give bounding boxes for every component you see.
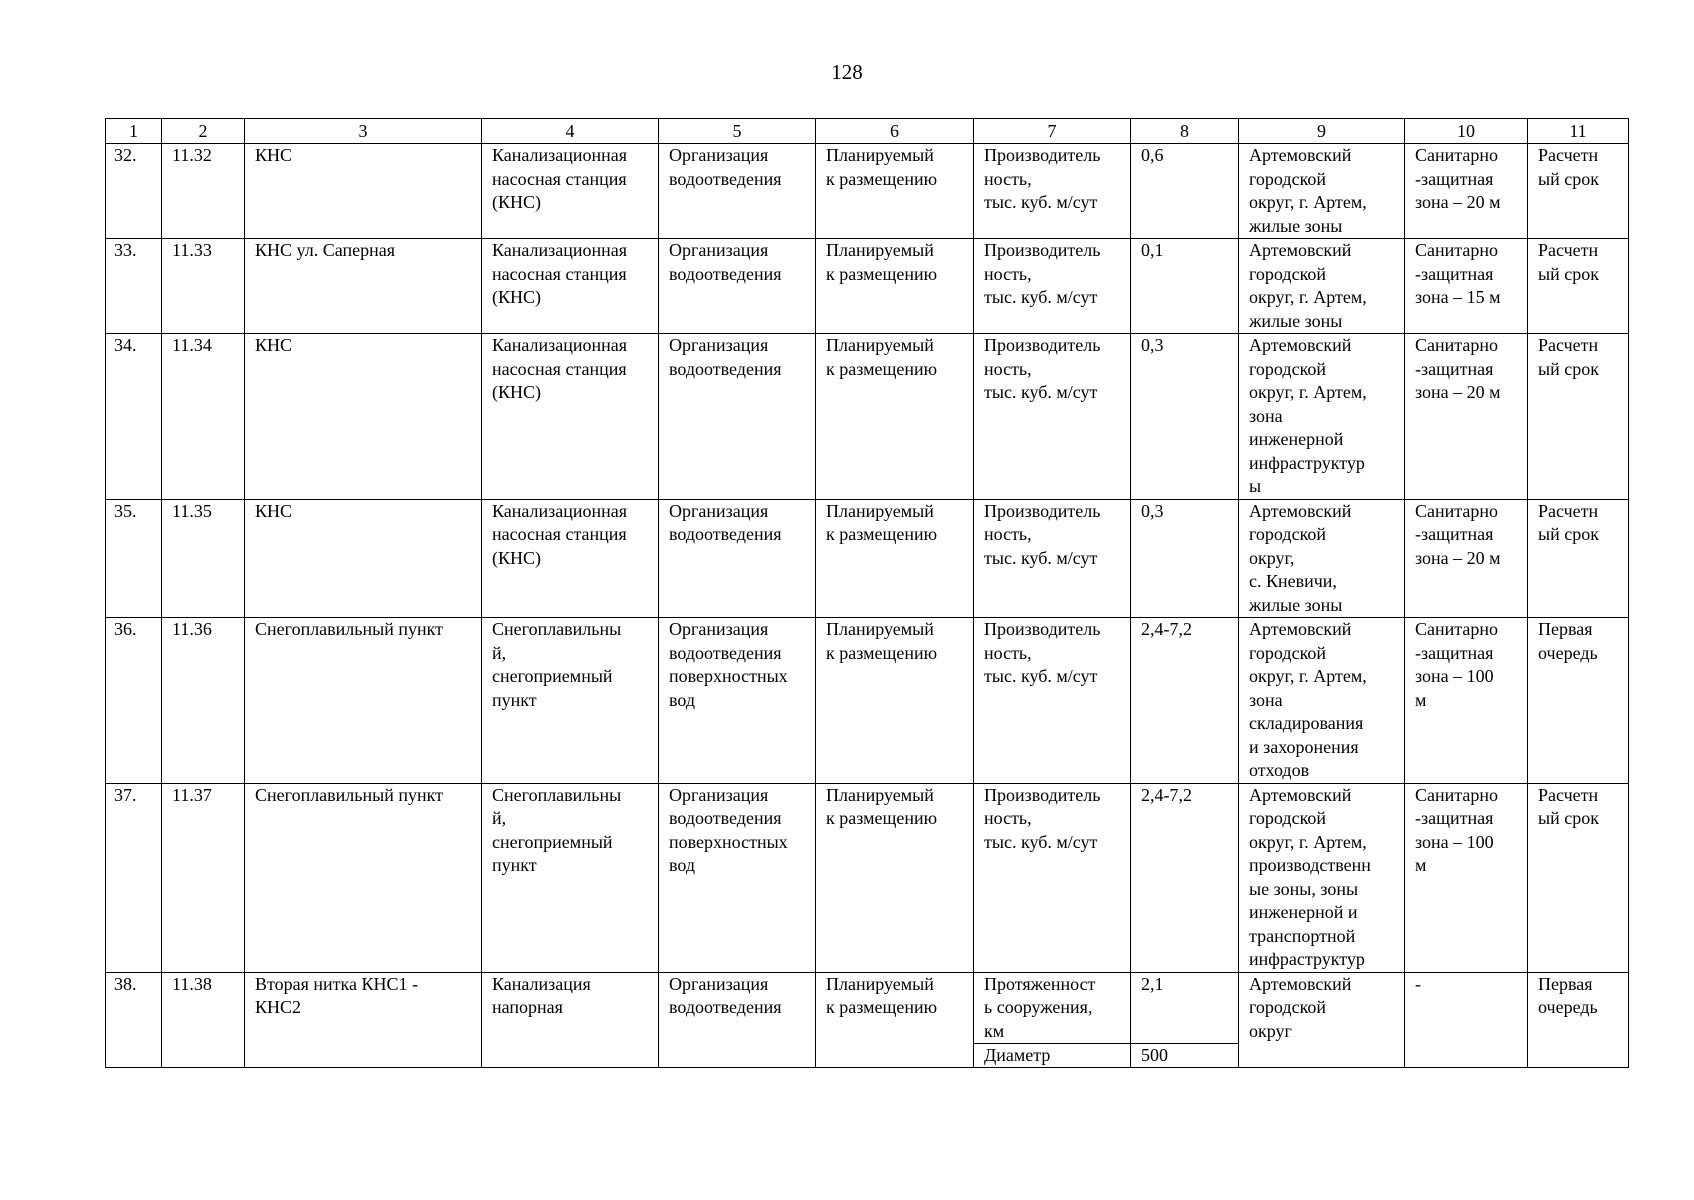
- column-header-6: 6: [816, 119, 974, 144]
- cell-purpose: Организация водоотведения: [659, 499, 816, 618]
- cell-code: 11.32: [162, 144, 245, 239]
- cell-status: Планируемый к размещению: [816, 239, 974, 334]
- cell-location: Артемовский городской округ, г. Артем, зона инженерной инфраструктур ы: [1239, 334, 1405, 500]
- cell-term: Расчетн ый срок: [1528, 783, 1629, 972]
- column-header-11: 11: [1528, 119, 1629, 144]
- cell-location: Артемовский городской округ, г. Артем, жилые зоны: [1239, 144, 1405, 239]
- cell-value: 0,6: [1131, 144, 1239, 239]
- cell-purpose: Организация водоотведения: [659, 334, 816, 500]
- cell-code: 11.38: [162, 972, 245, 1067]
- cell-term: Расчетн ый срок: [1528, 144, 1629, 239]
- cell-location: Артемовский городской округ, с. Кневичи, жилые зоны: [1239, 499, 1405, 618]
- table-row: [106, 618, 1629, 784]
- cell-object-name: КНС: [245, 144, 482, 239]
- cell-location: Артемовский городской округ: [1239, 972, 1405, 1067]
- column-header-1: 1: [106, 119, 162, 144]
- cell-purpose: Организация водоотведения поверхностных вод: [659, 783, 816, 972]
- cell-term: Расчетн ый срок: [1528, 239, 1629, 334]
- cell-number: 38.: [106, 972, 162, 1067]
- cell-location: Артемовский городской округ, г. Артем, производственн ые зоны, зоны инженерной и транспортной инфраструктур: [1239, 783, 1405, 972]
- cell-status: Планируемый к размещению: [816, 618, 974, 784]
- cell-zone: Санитарно -защитная зона – 20 м: [1405, 334, 1528, 500]
- table-row: [106, 972, 1629, 1067]
- cell-zone: Санитарно -защитная зона – 20 м: [1405, 144, 1528, 239]
- cell-number: 33.: [106, 239, 162, 334]
- cell-parameter: Производитель ность, тыс. куб. м/сут: [974, 499, 1131, 618]
- cell-purpose: Организация водоотведения: [659, 144, 816, 239]
- cell-value: 0,3: [1131, 499, 1239, 618]
- cell-parameter: Производитель ность, тыс. куб. м/сут: [974, 334, 1131, 500]
- cell-object-name: Снегоплавильный пункт: [245, 618, 482, 784]
- cell-purpose: Организация водоотведения: [659, 972, 816, 1067]
- column-header-4: 4: [482, 119, 659, 144]
- cell-value: 2,4-7,2: [1131, 618, 1239, 784]
- cell-object-type: Снегоплавильны й, снегоприемный пункт: [482, 783, 659, 972]
- cell-value-diameter: 500: [1141, 1044, 1168, 1065]
- cell-code: 11.33: [162, 239, 245, 334]
- cell-object-name: Снегоплавильный пункт: [245, 783, 482, 972]
- cell-status: Планируемый к размещению: [816, 972, 974, 1067]
- header-row: [106, 119, 1629, 144]
- cell-parameter: Производитель ность, тыс. куб. м/сут: [974, 618, 1131, 784]
- column-header-8: 8: [1131, 119, 1239, 144]
- cell-object-type: Канализационная насосная станция (КНС): [482, 239, 659, 334]
- cell-number: 32.: [106, 144, 162, 239]
- column-header-3: 3: [245, 119, 482, 144]
- cell-number: 36.: [106, 618, 162, 784]
- table-header: [106, 119, 1629, 144]
- cell-code: 11.34: [162, 334, 245, 500]
- cell-object-type: Канализационная насосная станция (КНС): [482, 499, 659, 618]
- column-header-5: 5: [659, 119, 816, 144]
- table-body: [106, 144, 1629, 1068]
- cell-zone: Санитарно -защитная зона – 15 м: [1405, 239, 1528, 334]
- column-header-10: 10: [1405, 119, 1528, 144]
- cell-parameter: [974, 972, 1131, 1067]
- cell-status: Планируемый к размещению: [816, 144, 974, 239]
- cell-purpose: Организация водоотведения поверхностных вод: [659, 618, 816, 784]
- cell-parameter-top: Протяженност ь сооружения, км: [974, 973, 1130, 1044]
- cell-value: 0,1: [1131, 239, 1239, 334]
- cell-object-name: Вторая нитка КНС1 - КНС2: [245, 972, 482, 1067]
- cell-term: Расчетн ый срок: [1528, 334, 1629, 500]
- cell-zone: -: [1405, 972, 1528, 1067]
- cell-object-name: КНС ул. Саперная: [245, 239, 482, 334]
- cell-object-type: Канализационная насосная станция (КНС): [482, 334, 659, 500]
- cell-zone: Санитарно -защитная зона – 20 м: [1405, 499, 1528, 618]
- cell-location: Артемовский городской округ, г. Артем, зона складирования и захоронения отходов: [1239, 618, 1405, 784]
- table-row: [106, 783, 1629, 972]
- cell-parameter: Производитель ность, тыс. куб. м/сут: [974, 783, 1131, 972]
- document-table: [105, 118, 1629, 1068]
- cell-status: Планируемый к размещению: [816, 334, 974, 500]
- page-number: 128: [831, 60, 863, 84]
- cell-object-name: КНС: [245, 499, 482, 618]
- table-row: [106, 334, 1629, 500]
- cell-zone: Санитарно -защитная зона – 100 м: [1405, 618, 1528, 784]
- column-header-9: 9: [1239, 119, 1405, 144]
- cell-status: Планируемый к размещению: [816, 499, 974, 618]
- cell-code: 11.35: [162, 499, 245, 618]
- cell-term: Первая очередь: [1528, 972, 1629, 1067]
- cell-purpose: Организация водоотведения: [659, 239, 816, 334]
- cell-number: 35.: [106, 499, 162, 618]
- cell-object-type: Канализация напорная: [482, 972, 659, 1067]
- cell-object-type: Канализационная насосная станция (КНС): [482, 144, 659, 239]
- cell-value: 2,4-7,2: [1131, 783, 1239, 972]
- table-row: [106, 499, 1629, 618]
- cell-parameter: Производитель ность, тыс. куб. м/сут: [974, 144, 1131, 239]
- cell-number: 37.: [106, 783, 162, 972]
- cell-parameter-diameter: Диаметр: [984, 1044, 1051, 1065]
- cell-object-type: Снегоплавильны й, снегоприемный пункт: [482, 618, 659, 784]
- cell-zone: Санитарно -защитная зона – 100 м: [1405, 783, 1528, 972]
- cell-value-top: 2,1: [1131, 973, 1238, 1044]
- column-header-7: 7: [974, 119, 1131, 144]
- cell-code: 11.36: [162, 618, 245, 784]
- cell-term: Первая очередь: [1528, 618, 1629, 784]
- cell-value: [1131, 972, 1239, 1067]
- cell-parameter: Производитель ность, тыс. куб. м/сут: [974, 239, 1131, 334]
- table-row: [106, 144, 1629, 239]
- cell-number: 34.: [106, 334, 162, 500]
- table-row: [106, 239, 1629, 334]
- cell-object-name: КНС: [245, 334, 482, 500]
- column-header-2: 2: [162, 119, 245, 144]
- cell-code: 11.37: [162, 783, 245, 972]
- cell-location: Артемовский городской округ, г. Артем, жилые зоны: [1239, 239, 1405, 334]
- cell-status: Планируемый к размещению: [816, 783, 974, 972]
- cell-term: Расчетн ый срок: [1528, 499, 1629, 618]
- cell-value: 0,3: [1131, 334, 1239, 500]
